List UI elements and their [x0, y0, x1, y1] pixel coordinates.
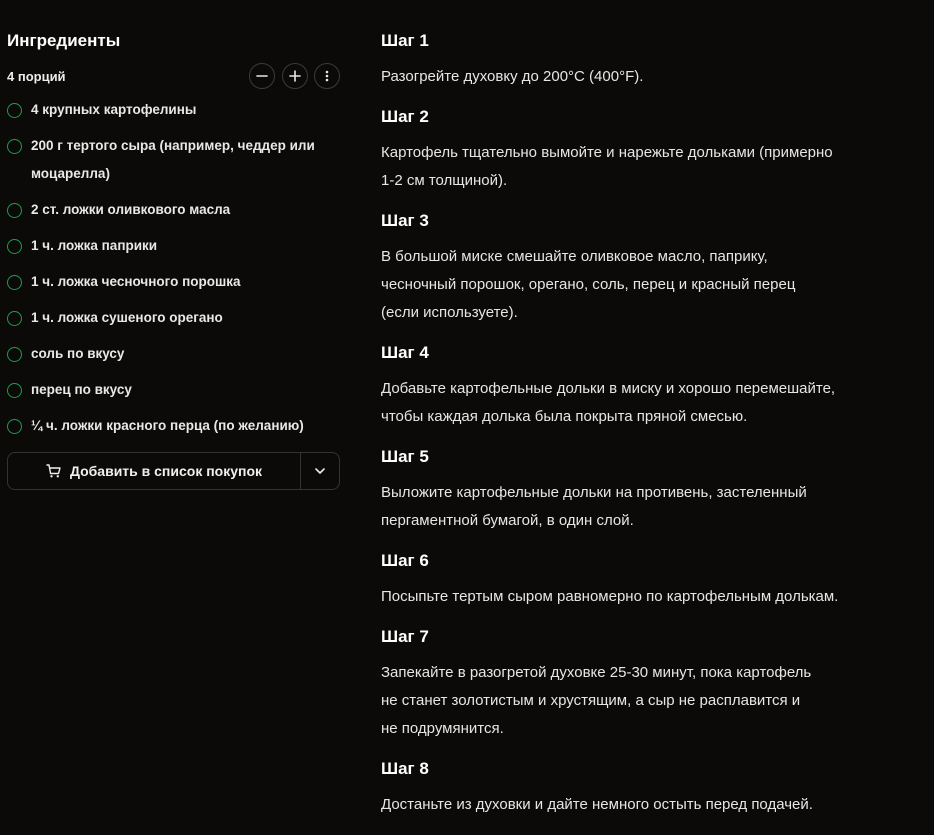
ingredient-label: 200 г тертого сыра (например, чеддер или моцарелла)	[31, 138, 315, 181]
step-text: Достаньте из духовки и дайте немного остыть перед подачей.	[381, 796, 813, 813]
step-title: Шаг 3	[381, 211, 429, 230]
checkbox-circle-icon[interactable]	[7, 419, 22, 434]
ingredient-item	[7, 376, 341, 404]
step-title: Шаг 5	[381, 447, 429, 466]
ingredient-label: 1 ч. ложка чесночного порошка	[31, 274, 241, 289]
step-item	[381, 107, 921, 195]
ingredient-label: 1 ч. ложка паприки	[31, 238, 158, 253]
step-title: Шаг 8	[381, 759, 429, 778]
ingredient-label: ¼ ч. ложки красного перца (по желанию)	[31, 418, 304, 433]
ingredient-item	[7, 412, 341, 440]
more-vertical-icon	[321, 70, 333, 82]
plus-icon	[289, 70, 301, 82]
add-to-shopping-list-button[interactable]	[8, 453, 300, 489]
shopping-list-dropdown-button[interactable]	[301, 453, 339, 489]
ingredient-label: 4 крупных картофелины	[31, 102, 197, 117]
decrease-servings-button[interactable]	[249, 63, 275, 89]
checkbox-circle-icon[interactable]	[7, 203, 22, 218]
checkbox-circle-icon[interactable]	[7, 383, 22, 398]
ingredients-title: Ингредиенты	[7, 31, 121, 50]
checkbox-circle-icon[interactable]	[7, 347, 22, 362]
step-text: Выложите картофельные дольки на противень, застеленный пергаментной бумагой, в один слой.	[381, 484, 807, 529]
ingredient-item	[7, 196, 341, 224]
step-item	[381, 211, 921, 327]
ingredient-item	[7, 340, 341, 368]
increase-servings-button[interactable]	[282, 63, 308, 89]
step-item	[381, 447, 921, 535]
step-title: Шаг 2	[381, 107, 429, 126]
step-item	[381, 343, 921, 431]
chevron-down-icon	[314, 465, 326, 477]
step-item	[381, 31, 921, 91]
ingredient-label: 1 ч. ложка сушеного орегано	[31, 310, 223, 325]
checkbox-circle-icon[interactable]	[7, 239, 22, 254]
step-title: Шаг 7	[381, 627, 429, 646]
ingredient-label: перец по вкусу	[31, 382, 132, 397]
step-text: Разогрейте духовку до 200°C (400°F).	[381, 68, 644, 85]
step-item	[381, 627, 921, 743]
ingredient-item	[7, 304, 341, 332]
ingredient-label: 2 ст. ложки оливкового масла	[31, 202, 231, 217]
add-to-shopping-list-control	[7, 452, 340, 490]
checkbox-circle-icon[interactable]	[7, 139, 22, 154]
checkbox-circle-icon[interactable]	[7, 275, 22, 290]
step-title: Шаг 4	[381, 343, 429, 362]
step-title: Шаг 6	[381, 551, 429, 570]
ingredient-label: соль по вкусу	[31, 346, 125, 361]
step-text: Картофель тщательно вымойте и нарежьте дольками (примерно 1-2 см толщиной).	[381, 144, 833, 189]
step-text: Добавьте картофельные дольки в миску и хорошо перемешайте, чтобы каждая долька была покрыта пряной смесью.	[381, 380, 836, 425]
step-item	[381, 551, 921, 611]
ingredients-list	[7, 96, 341, 448]
ingredient-item	[7, 132, 341, 188]
ingredient-item	[7, 232, 341, 260]
minus-icon	[256, 70, 268, 82]
more-options-button[interactable]	[314, 63, 340, 89]
step-text: Посыпьте тертым сыром равномерно по картофельным долькам.	[381, 588, 839, 605]
shopping-cart-icon	[46, 463, 62, 479]
checkbox-circle-icon[interactable]	[7, 103, 22, 118]
servings-count: 4 порций	[7, 69, 66, 84]
step-text: В большой миске смешайте оливковое масло, паприку, чесночный порошок, орегано, соль, перец и красный перец (если используете).	[381, 248, 796, 321]
step-text: Запекайте в разогретой духовке 25-30 минут, пока картофель не станет золотистым и хрустящим, а сыр не расплавится и не подрумянится.	[381, 664, 812, 737]
ingredient-item	[7, 96, 341, 124]
checkbox-circle-icon[interactable]	[7, 311, 22, 326]
ingredient-item	[7, 268, 341, 296]
step-item	[381, 759, 921, 819]
step-title: Шаг 1	[381, 31, 429, 50]
add-to-shopping-list-label: Добавить в список покупок	[69, 463, 263, 479]
